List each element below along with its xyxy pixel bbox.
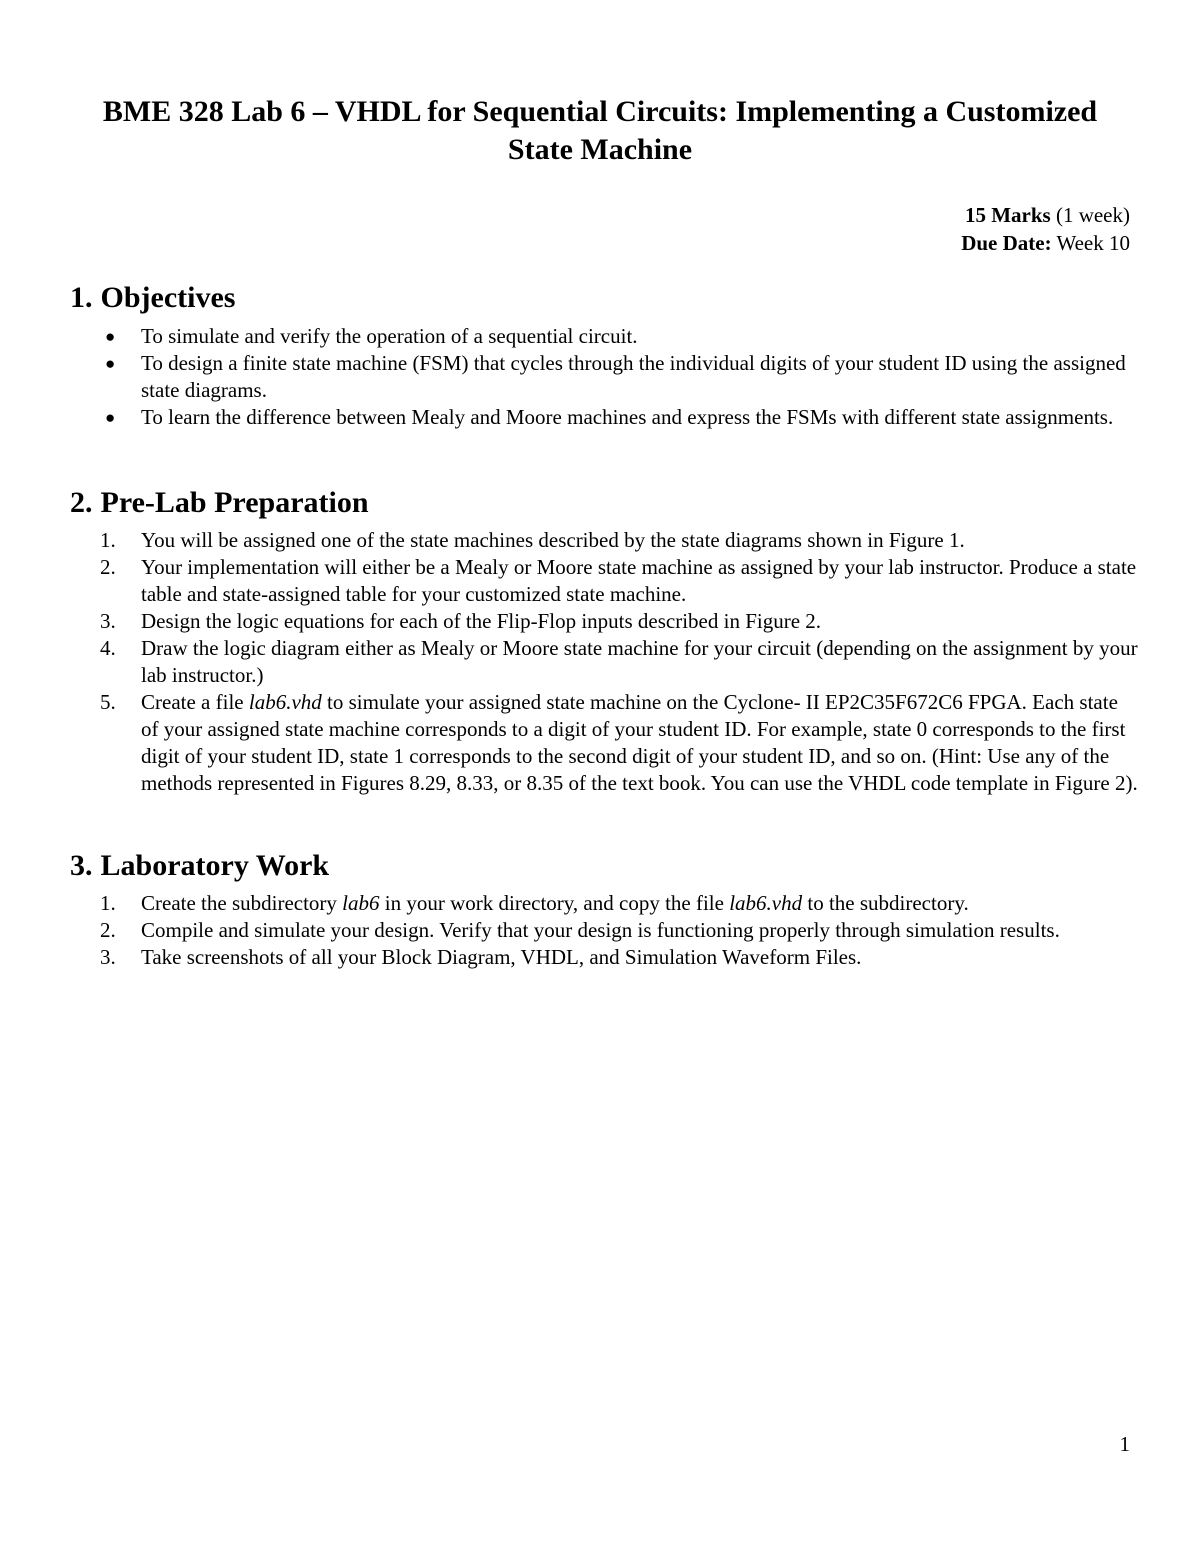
filename: lab6.vhd [729,891,803,915]
bullet-icon: ● [105,327,116,346]
list-item [100,323,1140,350]
list-item-text: Draw the logic diagram either as Mealy or Moore state machine for your circuit (depending on the assignment by your lab instructor.) [141,636,1138,687]
list-item [100,944,1140,971]
list-item-text: Your implementation will either be a Mealy or Moore state machine as assigned by your lab instructor. Produce a state table and state-assigned table for your customized state machine. [141,555,1137,606]
list-item [100,890,1140,917]
list-item [100,554,1140,608]
title-line-1: BME 328 Lab 6 – VHDL for Sequential Circuits: Implementing a Customized [102,95,1098,128]
list-number: 1. [100,528,116,552]
list-item-text: Take screenshots of all your Block Diagram, VHDL, and Simulation Waveform Files. [141,945,862,969]
list-number: 3. [100,609,116,633]
section-labwork-heading [70,848,329,884]
list-item [100,527,1140,554]
section-title: Pre-Lab Preparation [100,486,369,519]
section-number: 2. [70,486,93,519]
page-title [60,93,1140,169]
section-number: 3. [70,849,93,882]
list-item [100,404,1140,431]
section-title: Laboratory Work [100,849,330,882]
list-number: 5. [100,690,116,714]
list-item-text-a: Create the subdirectory [141,891,343,915]
section-prelab-heading [70,485,369,521]
list-item-text: To simulate and verify the operation of a sequential circuit. [141,324,638,348]
list-number: 4. [100,636,116,660]
list-item [100,917,1140,944]
list-item-text-c: to the subdirectory. [802,891,969,915]
list-number: 2. [100,555,116,579]
list-number: 2. [100,918,116,942]
labwork-list [100,890,1140,971]
list-item-text: Design the logic equations for each of the Flip-Flop inputs described in Figure 2. [141,609,822,633]
list-item [100,689,1140,797]
title-line-2: State Machine [507,133,693,166]
marks-line [961,201,1130,229]
list-item-text: You will be assigned one of the state machines described by the state diagrams shown in Figure 1. [141,528,965,552]
section-title: Objectives [100,281,236,314]
due-date-line [961,229,1130,257]
section-number: 1. [70,281,93,314]
bullet-icon: ● [105,354,116,373]
due-value: Week 10 [1051,231,1130,255]
section-objectives-heading [70,280,235,316]
list-item-text: To design a finite state machine (FSM) that cycles through the individual digits of your student ID using the assigned state diagrams. [141,351,1126,402]
filename: lab6.vhd [248,690,322,714]
page-number: 1 [1119,1432,1130,1456]
objectives-list [100,323,1140,431]
prelab-list [100,527,1140,797]
directory-name: lab6 [342,891,380,915]
marks-value: 15 Marks [964,203,1051,227]
bullet-icon: ● [105,408,116,427]
list-item-text: Compile and simulate your design. Verify that your design is functioning properly through simulation results. [141,918,1060,942]
marks-duration: (1 week) [1050,203,1130,227]
list-item [100,608,1140,635]
marks-info [961,201,1130,257]
list-item-text: To learn the difference between Mealy and Moore machines and express the FSMs with different state assignments. [141,405,1114,429]
list-item [100,350,1140,404]
list-number: 1. [100,891,116,915]
list-item-text-a: Create a file [141,690,249,714]
list-number: 3. [100,945,116,969]
due-label: Due Date: [961,231,1052,255]
list-item-text-b: to simulate your assigned state machine on the Cyclone- II EP2C35F672C6 FPGA. Each state of your assigned state machine corresponds to a digit of your student ID. For example, state 0 corresponds to the first digit of your student ID, state 1 corresponds to the second digit of your student ID, and so on. (Hint: Use any of the methods represented in Figures 8.29, 8.33, or 8.35 of the text book. You can use the VHDL code template in Figure 2). [141,690,1138,795]
list-item [100,635,1140,689]
list-item-text-b: in your work directory, and copy the file [379,891,730,915]
